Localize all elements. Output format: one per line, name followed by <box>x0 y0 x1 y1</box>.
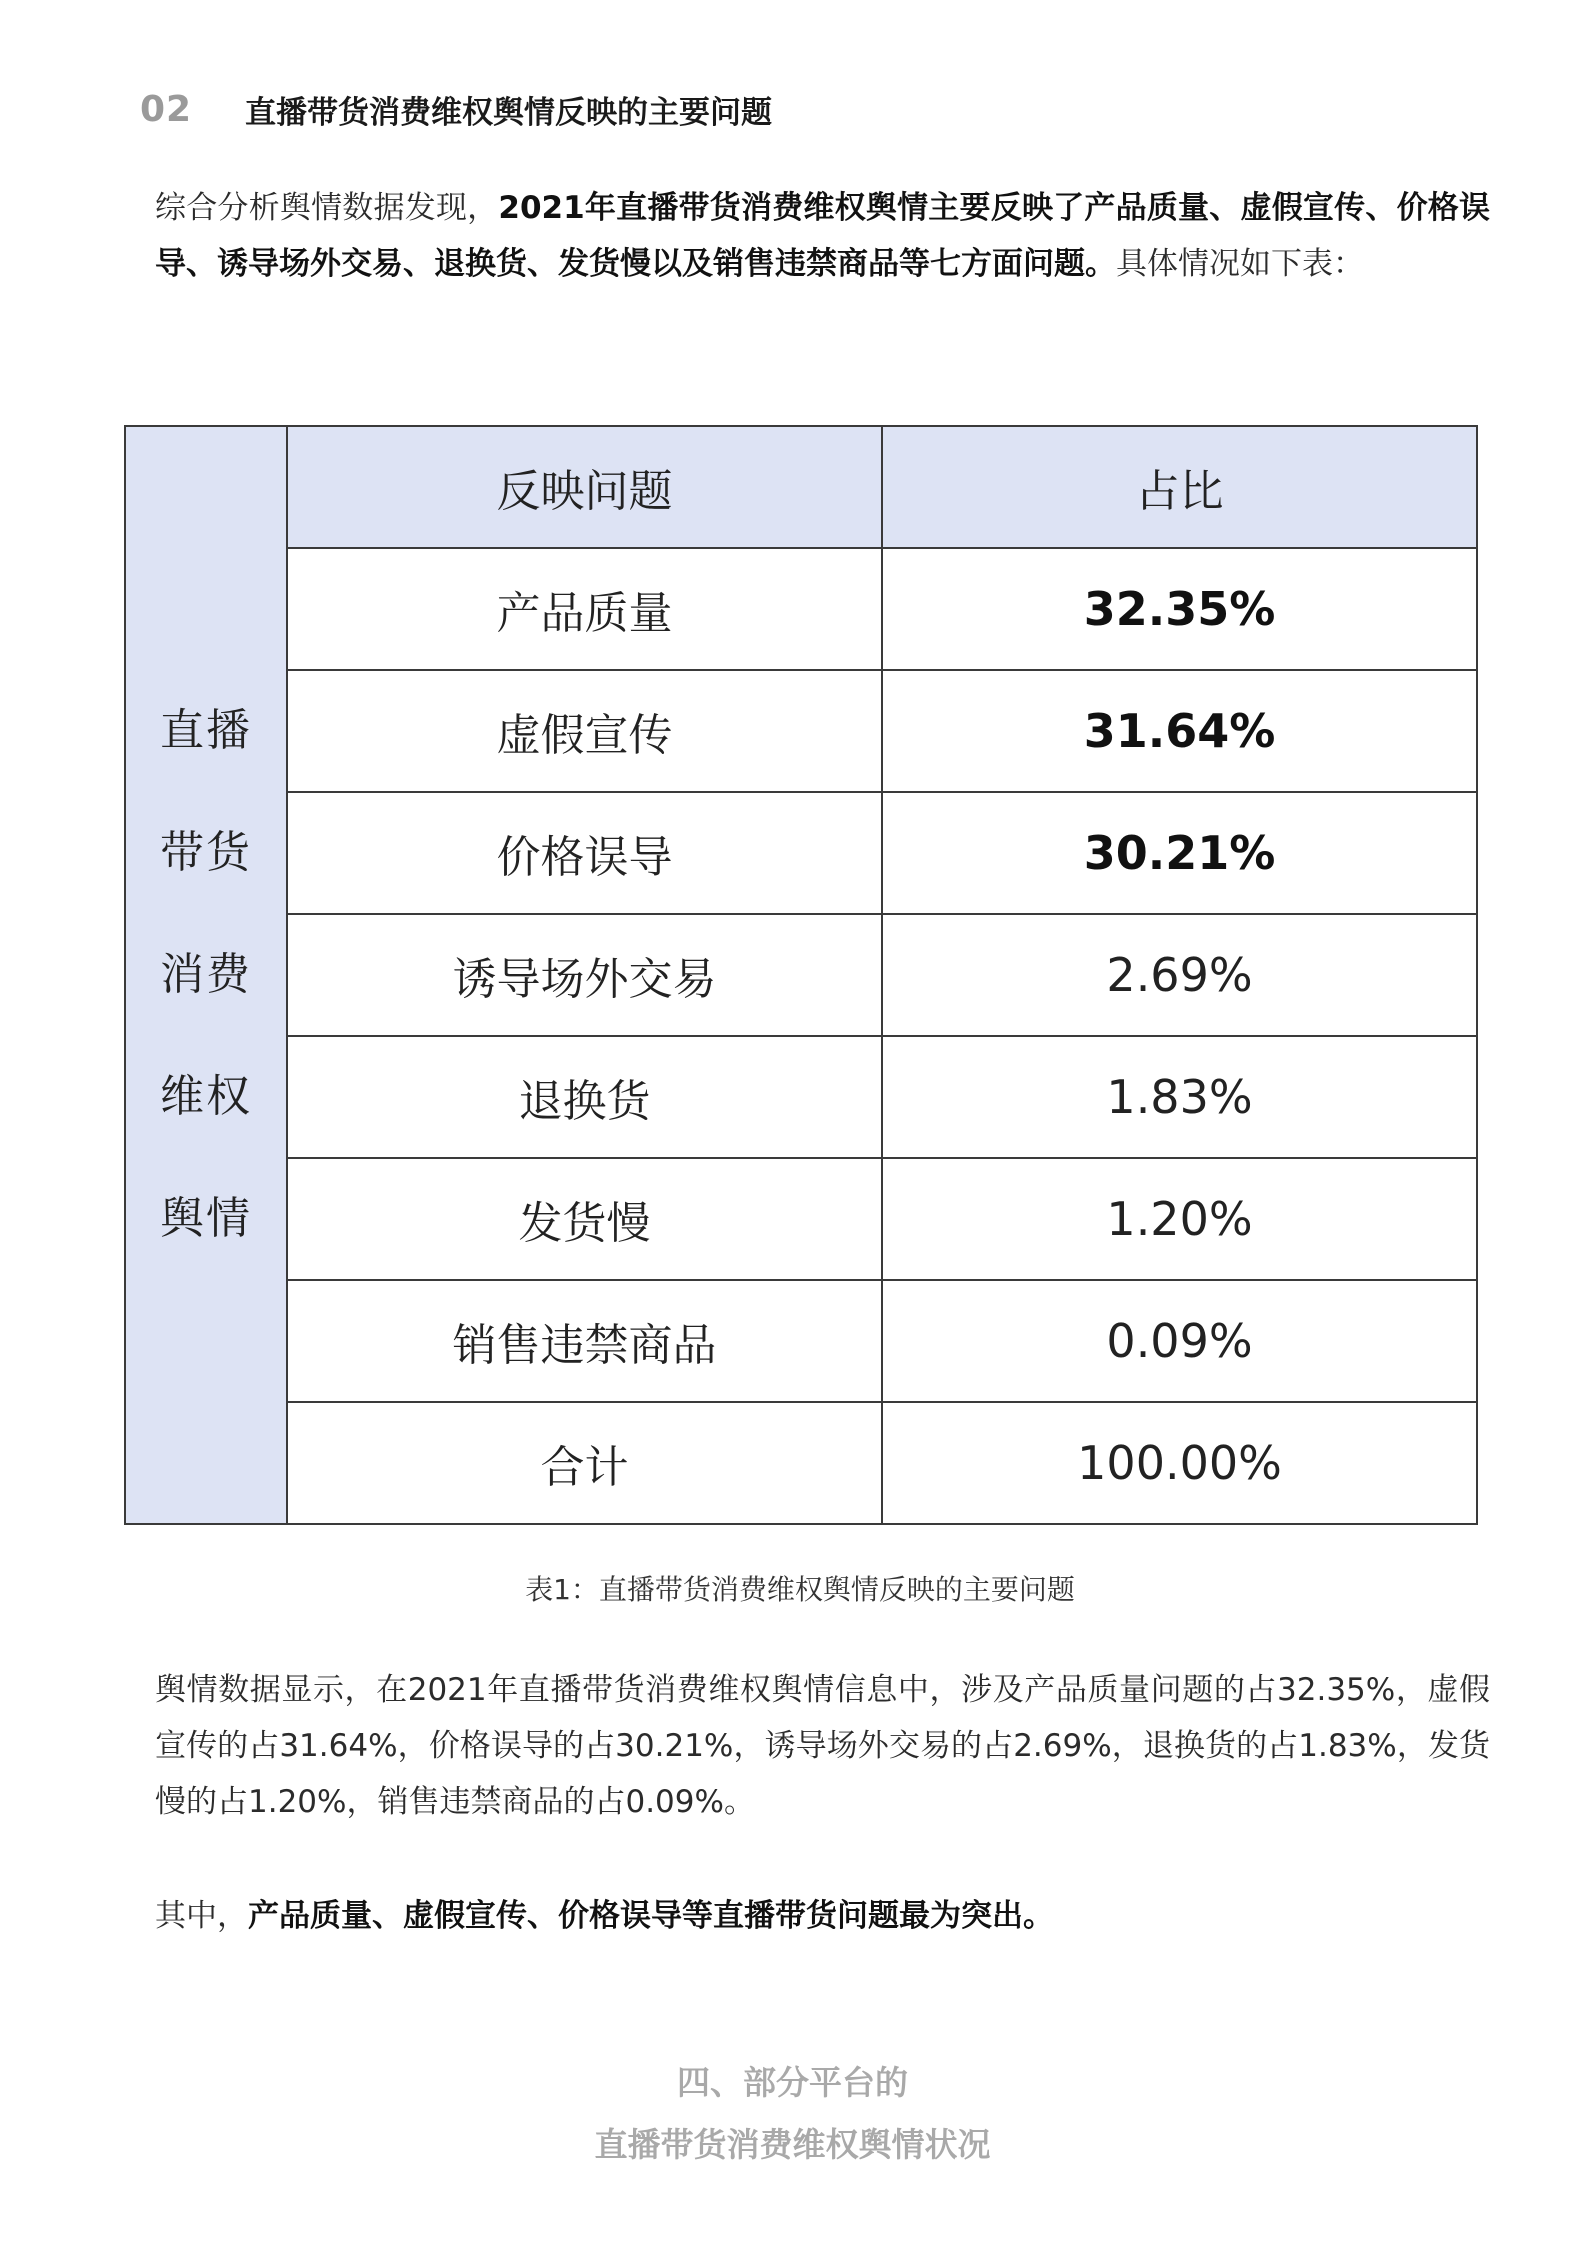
share-cell: 1.20% <box>882 1158 1477 1280</box>
summary-paragraph: 舆情数据显示，在2021年直播带货消费维权舆情信息中，涉及产品质量问题的占32.35%，虚假宣传的占31.64%，价格误导的占30.21%，诱导场外交易的占2.69%，退换货的占1.83%，发货慢的占1.20%，销售违禁商品的占0.09%。 <box>155 1672 1490 1820</box>
table-header-row <box>125 426 1477 548</box>
issue-cell: 诱导场外交易 <box>287 914 882 1036</box>
section-heading <box>140 84 772 134</box>
side-label-line: 维权 <box>160 1071 252 1122</box>
table-row <box>125 548 1477 670</box>
intro-tail: 具体情况如下表： <box>1116 246 1364 282</box>
section-number: 02 <box>140 88 193 130</box>
table-total-row <box>125 1402 1477 1524</box>
side-label-line: 消费 <box>160 949 252 1000</box>
table-row <box>125 1280 1477 1402</box>
share-cell: 0.09% <box>882 1280 1477 1402</box>
issue-cell: 退换货 <box>287 1036 882 1158</box>
share-cell: 2.69% <box>882 914 1477 1036</box>
share-cell: 32.35% <box>882 548 1477 670</box>
table-row <box>125 1036 1477 1158</box>
share-cell: 100.00% <box>882 1402 1477 1524</box>
side-label-line: 带货 <box>160 827 252 878</box>
header-issue: 反映问题 <box>287 426 882 548</box>
issue-cell: 产品质量 <box>287 548 882 670</box>
conclusion-lead: 其中， <box>155 1898 248 1934</box>
issue-cell: 价格误导 <box>287 792 882 914</box>
intro-paragraph <box>155 180 1490 292</box>
issue-cell: 发货慢 <box>287 1158 882 1280</box>
next-section-line: 直播带货消费维权舆情状况 <box>594 2125 991 2164</box>
issues-table <box>124 425 1478 1525</box>
next-section-title <box>0 2052 1585 2176</box>
intro-bold: 2021年直播带货消费维权舆情主要反映了产品质量、虚假宣传、价格误导、诱导场外交易、退换货、发货慢以及销售违禁商品等七方面问题。 <box>155 190 1491 282</box>
side-label-line: 舆情 <box>160 1193 252 1244</box>
share-cell: 1.83% <box>882 1036 1477 1158</box>
share-cell: 30.21% <box>882 792 1477 914</box>
issue-cell: 虚假宣传 <box>287 670 882 792</box>
side-label-line: 直播 <box>160 705 252 756</box>
side-label <box>125 426 287 1524</box>
table-row <box>125 1158 1477 1280</box>
section-title: 直播带货消费维权舆情反映的主要问题 <box>245 94 772 131</box>
share-cell: 31.64% <box>882 670 1477 792</box>
issue-cell: 合计 <box>287 1402 882 1524</box>
conclusion-paragraph <box>155 1888 1490 1944</box>
table-row <box>125 670 1477 792</box>
table-row <box>125 914 1477 1036</box>
header-share: 占比 <box>882 426 1477 548</box>
table-caption: 表1：直播带货消费维权舆情反映的主要问题 <box>525 1573 1075 1606</box>
next-section-line: 四、部分平台的 <box>677 2063 908 2102</box>
table-row <box>125 792 1477 914</box>
conclusion-bold: 产品质量、虚假宣传、价格误导等直播带货问题最为突出。 <box>248 1898 1054 1934</box>
issue-cell: 销售违禁商品 <box>287 1280 882 1402</box>
intro-lead: 综合分析舆情数据发现， <box>155 190 499 226</box>
